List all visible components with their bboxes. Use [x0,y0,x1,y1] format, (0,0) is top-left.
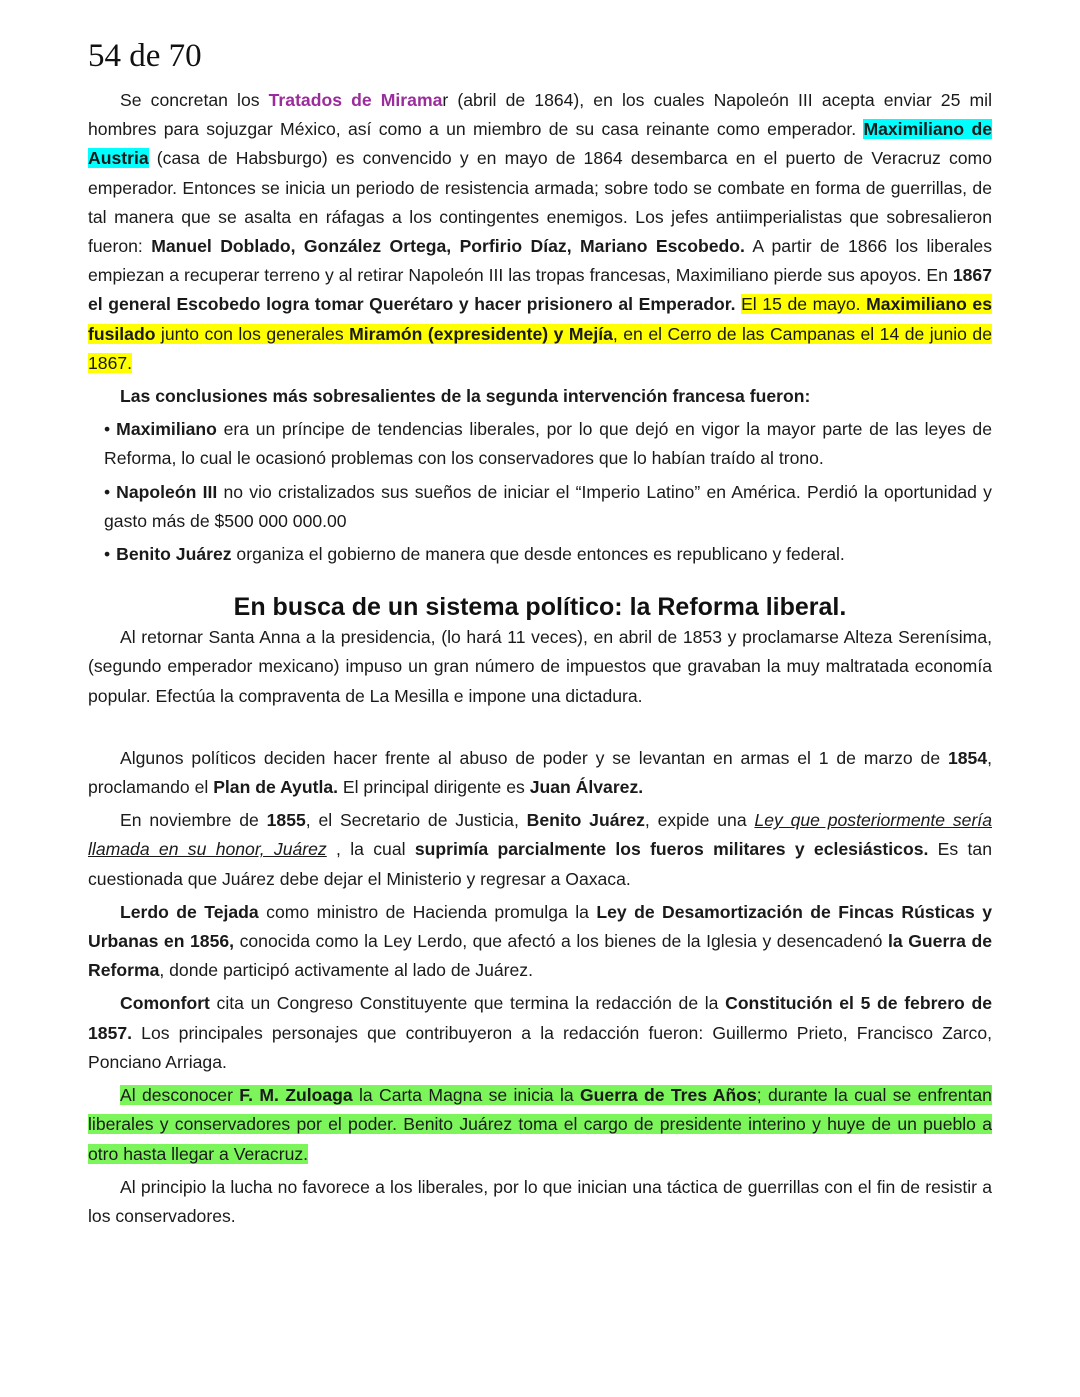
paragraph [88,989,992,1077]
paragraph [88,898,992,986]
paragraph [88,1081,992,1169]
text-run: Algunos políticos deciden hacer frente al abuso de poder y se levantan en armas el 1 de marzo de [120,747,948,768]
text-run: conocida como la Ley Lerdo, que afectó a los bienes de la Iglesia y desencadenó [234,931,889,952]
text-run: Lerdo de Tejada [120,901,259,922]
text-run: Napoleón III [116,481,218,502]
text-run: Plan de Ayutla. [213,777,339,798]
spacer [88,715,992,744]
text-run: r (abril de 1864), en los cuales Napoleón III acepta enviar 25 mil hombres para sojuzgar México, así como a un miembro de su casa reinante como emperador. [88,90,992,140]
text-run: Se concretan los [120,90,269,110]
text-run: como ministro de Hacienda promulga la [258,901,597,922]
bullet-icon: • [104,544,111,565]
text-run: Maximiliano [116,419,217,440]
text-run: , donde participó activamente al lado de Juárez. [159,960,533,981]
bullet-item [104,540,992,569]
text-run: Los principales personajes que contribuyeron a la redacción fueron: Guillermo Prieto, Francisco Zarco, Ponciano Arriaga. [88,1022,992,1072]
text-run: , proclamando el [88,747,992,798]
text-run: ; durante la cual se enfrentan liberales y conservadores por el poder. Benito Juárez toma el cargo de presidente interino y huye de un pueblo a otro hasta llegar a Veracruz. [88,1085,992,1164]
text-run: Ley de Desamortización de Fincas Rústicas y Urbanas en 1856, [88,901,992,952]
text-run: Guerra de Tres Años [579,1085,757,1106]
text-run: Miramón (expresidente) y Mejía [349,323,613,344]
document-body [88,86,992,1235]
paragraph [88,623,992,711]
bullet-icon: • [104,419,111,440]
text-run: A partir de 1866 los liberales empiezan a recuperar terreno y al retirar Napoleón III las tropas francesas, Maximiliano pierde sus apoyos. En [88,236,992,286]
text-run: F. M. Zuloaga [239,1085,353,1106]
page-number: 54 de 70 [88,38,202,74]
paragraph [88,1173,992,1231]
text-run: , el Secretario de Justicia, [305,810,527,831]
text-run: Benito Juárez [526,810,645,831]
text-run: era un príncipe de tendencias liberales, por lo que dejó en vigor la mayor parte de las leyes de Reforma, lo cual le ocasionó problemas con los conservadores que lo habían traído al trono. [104,419,992,469]
text-run: Al retornar Santa Anna a la presidencia, (lo hará 11 veces), en abril de 1853 y proclamarse Alteza Serenísima, (segundo emperador mexicano) impuso un gran número de impuestos que gravaban la muy maltratada economía popular. Efectúa la compraventa de La Mesilla e impone una dictadura. [88,627,992,706]
text-run: Maximiliano de Austria [88,119,992,169]
text-run: organiza el gobierno de manera que desde entonces es republicano y federal. [231,544,845,565]
text-run: cita un Congreso Constituyente que termina la redacción de la [209,993,726,1014]
paragraph [88,86,992,378]
bullet-item [104,478,992,536]
text-run: , la cual [326,839,415,860]
text-run: El 15 de mayo. [741,294,867,315]
paragraph [88,806,992,894]
text-run: Juan Álvarez. [529,777,644,798]
text-run: Maximiliano es fusilado [88,294,992,344]
text-run: Manuel Doblado, González Ortega, Porfirio Díaz, Mariano Escobedo. [151,236,745,257]
text-run: Al principio la lucha no favorece a los liberales, por lo que inician una táctica de guerrillas con el fin de resistir a los conservadores. [88,1176,992,1226]
text-run: Las conclusiones más sobresalientes de la segunda intervención francesa fueron: [120,386,811,407]
text-run: 1854 [947,747,988,768]
text-run: 1855 [266,810,306,831]
text-run: Al desconocer [120,1085,240,1106]
paragraph [88,744,992,802]
text-run: , en el Cerro de las Campanas el 14 de junio de 1867. [88,323,992,373]
section-heading: En busca de un sistema político: la Reforma liberal. [233,593,847,622]
text-run: Es tan cuestionada que Juárez debe dejar el Ministerio y regresar a Oaxaca. [88,839,992,889]
text-run: no vio cristalizados sus sueños de iniciar el “Imperio Latino” en América. Perdió la oportunidad y gasto más de $500 000 000.00 [104,481,992,531]
text-run: Benito Juárez [116,544,232,565]
paragraph [88,382,992,411]
text-run: Comonfort [120,993,210,1014]
text-run: (casa de Habsburgo) es convencido y en mayo de 1864 desembarca en el puerto de Veracruz como emperador. Entonces se inicia un periodo de resistencia armada; sobre todo se combate en forma de guerrillas, de tal manera que se asalta en ráfagas a los contingentes enemigos. Los jefes antiimperialistas que sobresalieron fueron: [88,148,992,257]
text-run: En noviembre de [120,810,267,831]
text-run: Ley que posteriormente sería llamada en su honor, Juárez [88,810,992,860]
text-run: Tratados de Mirama [268,90,443,110]
text-run: 1867 el general Escobedo logra tomar Querétaro y hacer prisionero al Emperador. [88,265,992,315]
text-run: la Carta Magna se inicia la [352,1085,580,1106]
bullet-icon: • [104,481,111,502]
bullet-item [104,415,992,473]
text-run: El principal dirigente es [338,777,530,798]
text-run: Constitución el 5 de febrero de 1857. [88,993,992,1043]
text-run: junto con los generales [155,323,350,344]
text-run: suprimía parcialmente los fueros militares y eclesiásticos. [414,839,929,860]
text-run: la Guerra de Reforma [88,931,992,981]
text-run: , expide una [644,810,755,831]
